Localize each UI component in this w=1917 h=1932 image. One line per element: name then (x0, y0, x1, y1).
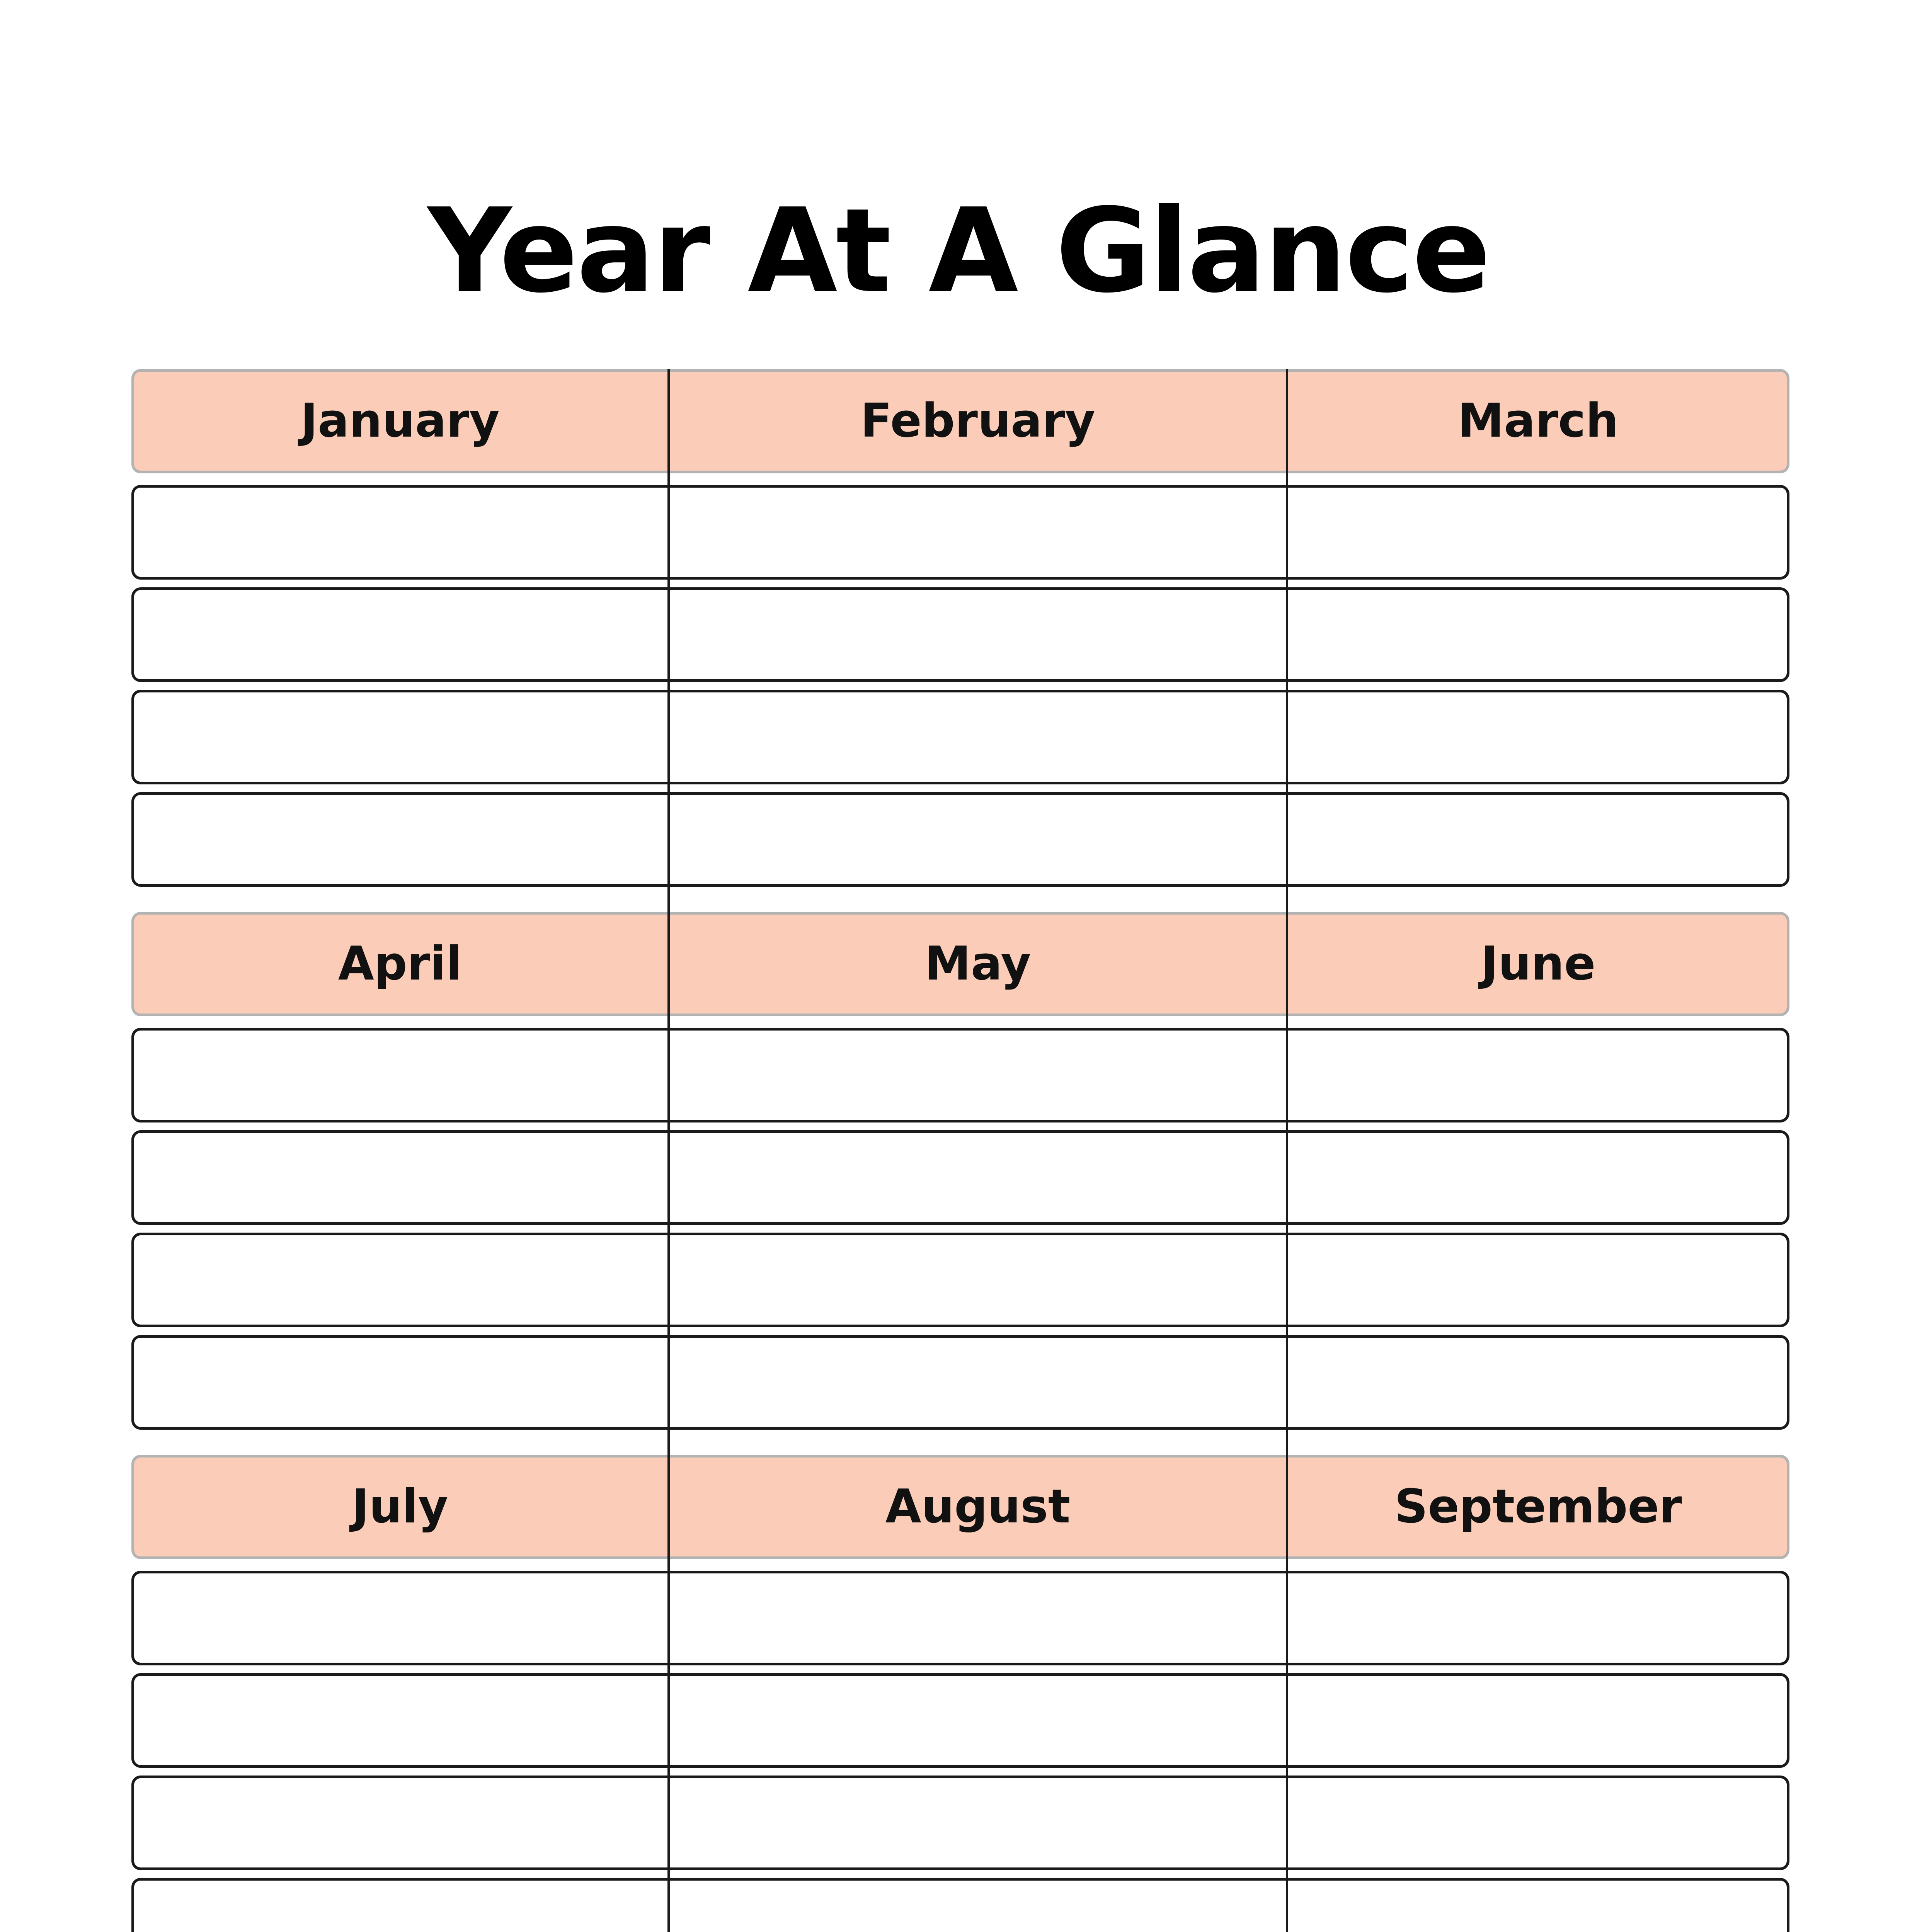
month-label-april: April (338, 937, 462, 991)
entry-row[interactable] (131, 1776, 1789, 1870)
entry-row[interactable] (131, 1878, 1789, 1932)
column-divider-1 (667, 369, 670, 1932)
entry-row[interactable] (131, 1335, 1789, 1430)
entry-row[interactable] (131, 1233, 1789, 1327)
entry-row[interactable] (131, 1673, 1789, 1768)
entry-row[interactable] (131, 1028, 1789, 1122)
entry-row[interactable] (131, 1130, 1789, 1225)
month-label-january: January (300, 394, 500, 448)
month-label-july: July (352, 1480, 448, 1534)
month-label-september: September (1394, 1480, 1682, 1534)
month-label-may: May (924, 937, 1031, 991)
entry-row[interactable] (131, 690, 1789, 784)
quarter-block-3 (131, 1455, 1789, 1932)
month-label-february: February (860, 394, 1095, 448)
entry-row[interactable] (131, 587, 1789, 682)
month-label-march: March (1457, 394, 1619, 448)
quarter-block-1 (131, 369, 1789, 883)
column-divider-2 (1286, 369, 1288, 1932)
entry-row[interactable] (131, 485, 1789, 580)
year-grid (131, 369, 1789, 1932)
entry-row[interactable] (131, 1571, 1789, 1665)
page-title: Year At A Glance (427, 184, 1490, 318)
month-label-june: June (1481, 937, 1596, 991)
month-label-august: August (885, 1480, 1071, 1534)
entry-row[interactable] (131, 792, 1789, 887)
quarter-block-2 (131, 912, 1789, 1426)
